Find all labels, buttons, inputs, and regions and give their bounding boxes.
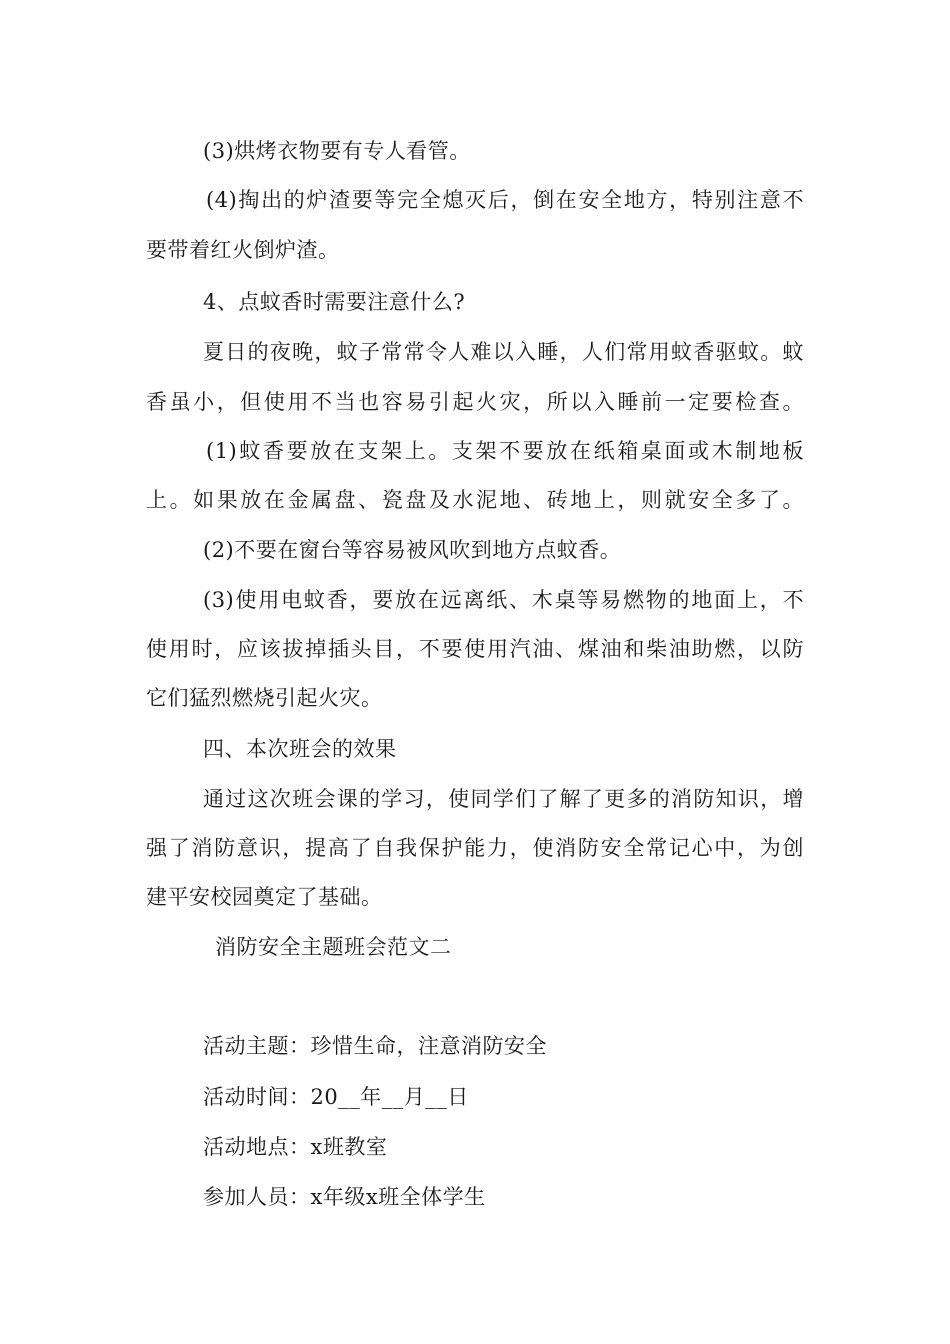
paragraph-line: 强了消防意识，提高了自我保护能力，使消防安全常记心中，为创 xyxy=(146,836,804,860)
section-heading: 四、本次班会的效果 xyxy=(203,737,397,761)
activity-location: 活动地点：x班教室 xyxy=(203,1135,388,1159)
paragraph-line: 上。如果放在金属盘、瓷盘及水泥地、砖地上，则就安全多了。 xyxy=(146,488,804,512)
paragraph-line: 香虽小，但使用不当也容易引起火灾，所以入睡前一定要检查。 xyxy=(146,390,804,414)
activity-time: 活动时间：20__年__月__日 xyxy=(203,1085,469,1109)
paragraph-line: (2)不要在窗台等容易被风吹到地方点蚊香。 xyxy=(203,538,622,562)
paragraph-line: 通过这次班会课的学习，使同学们了解了更多的消防知识，增 xyxy=(203,787,804,811)
paragraph-line: 使用时，应该拔掉插头目，不要使用汽油、煤油和柴油助燃，以防 xyxy=(146,637,804,661)
subtitle: 消防安全主题班会范文二 xyxy=(215,935,452,959)
paragraph-line: 要带着红火倒炉渣。 xyxy=(146,238,340,262)
paragraph-line: 夏日的夜晚，蚊子常常令人难以入睡，人们常用蚊香驱蚊。蚊 xyxy=(203,340,804,364)
paragraph-line: 它们猛烈燃烧引起火灾。 xyxy=(146,686,383,710)
section-heading: 4、点蚊香时需要注意什么? xyxy=(203,290,466,314)
paragraph-line: (3)烘烤衣物要有专人看管。 xyxy=(203,139,471,163)
activity-participants: 参加人员：x年级x班全体学生 xyxy=(203,1185,486,1209)
paragraph-line: (1)蚊香要放在支架上。支架不要放在纸箱桌面或木制地板 xyxy=(206,439,804,463)
paragraph-line: 建平安校园奠定了基础。 xyxy=(146,885,383,909)
activity-theme: 活动主题：珍惜生命，注意消防安全 xyxy=(203,1034,547,1058)
paragraph-line: (4)掏出的炉渣要等完全熄灭后，倒在安全地方，特别注意不 xyxy=(206,188,804,212)
paragraph-line: (3)使用电蚊香，要放在远离纸、木桌等易燃物的地面上，不 xyxy=(203,588,804,612)
